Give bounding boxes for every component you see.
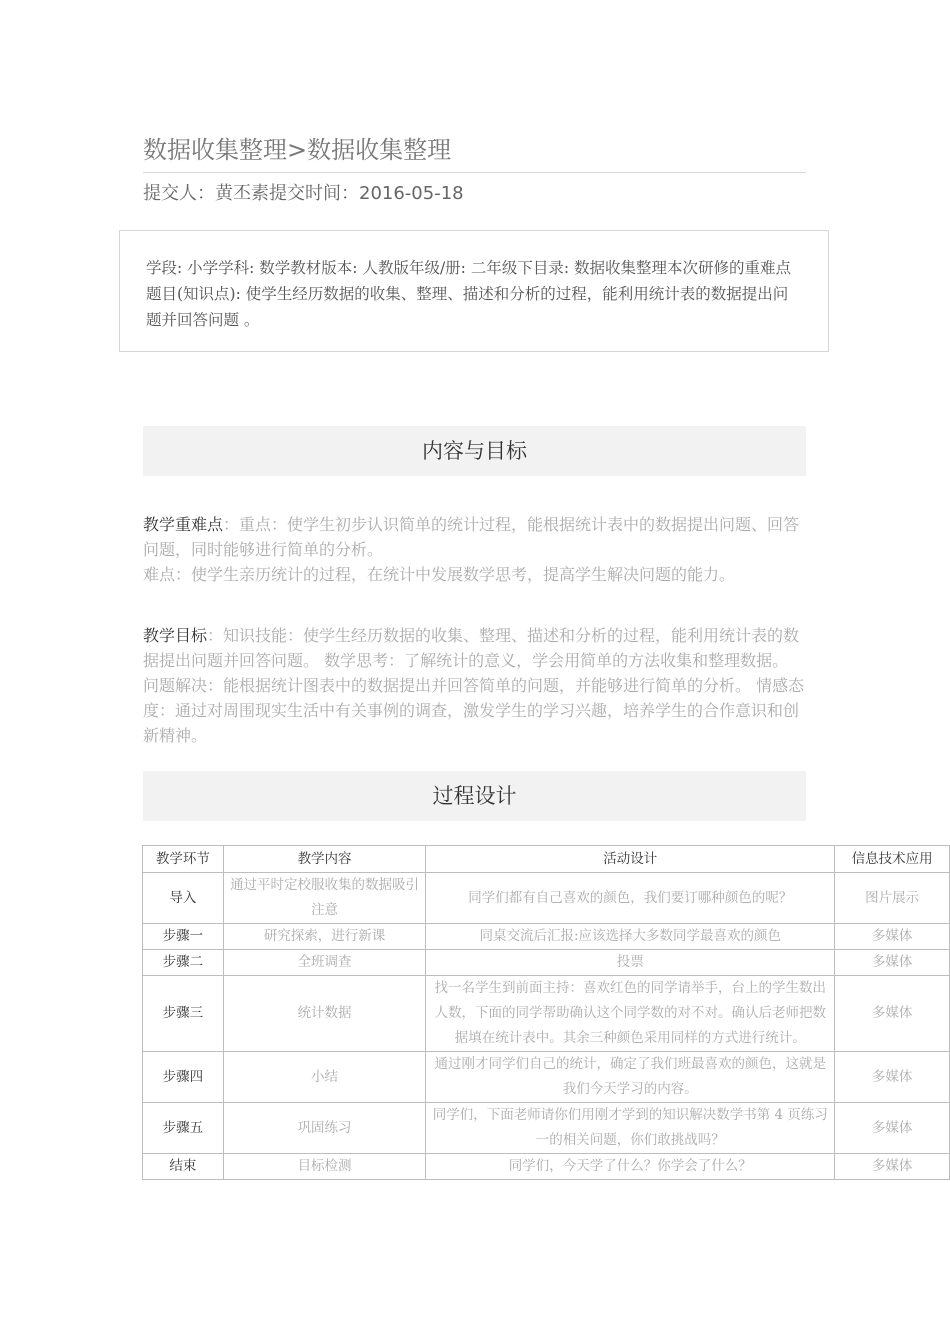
cell-tech: 图片展示 [835,873,950,924]
cell-stage: 导入 [143,873,224,924]
table-row [143,873,950,924]
cell-stage: 步骤三 [143,976,224,1052]
cell-activity: 找一名学生到前面主持：喜欢红色的同学请举手，台上的学生数出人数，下面的同学帮助确认这个同学数的对不对。确认后老师把数据填在统计表中。其余三种颜色采用同样的方式进行统计。 [426,976,835,1052]
table-row [143,924,950,950]
cell-activity: 同桌交流后汇报:应该选择大多数同学最喜欢的颜色 [426,924,835,950]
header-activity: 活动设计 [426,846,835,873]
cell-stage: 步骤五 [143,1103,224,1154]
key-points-sep: ： [223,515,240,534]
table-header-row [143,846,950,873]
key-points-line2: 难点：使学生亲历统计的过程，在统计中发展数学思考，提高学生解决问题的能力。 [143,565,736,584]
cell-stage: 步骤二 [143,950,224,976]
table-row [143,1052,950,1103]
cell-activity: 同学们，今天学了什么？你学会了什么？ [426,1154,835,1180]
goals-label: 教学目标 [143,626,208,645]
header-stage: 教学环节 [143,846,224,873]
cell-tech: 多媒体 [835,1103,950,1154]
cell-content: 全班调查 [223,950,426,976]
submission-meta: 提交人：黄丕素提交时间：2016-05-18 [143,183,464,204]
cell-tech: 多媒体 [835,950,950,976]
process-table [142,845,950,1180]
cell-tech: 多媒体 [835,1052,950,1103]
header-tech: 信息技术应用 [835,846,950,873]
cell-content: 目标检测 [223,1154,426,1180]
table-row [143,1103,950,1154]
cell-activity: 同学们，下面老师请你们用刚才学到的知识解决数学书第 4 页练习一的相关问题，你们敢挑战吗？ [426,1103,835,1154]
section-heading-content-goals: 内容与目标 [143,426,806,476]
course-info-box [119,230,829,352]
key-points-label: 教学重难点 [143,515,224,534]
cell-stage: 步骤一 [143,924,224,950]
key-points-text1: 重点：使学生初步认识简单的统计过程，能根据统计表中的数据提出问题、回答问题，同时能够进行简单的分析。 [143,515,800,559]
key-points-line1 [143,512,806,562]
goals-sep: ： [207,626,224,645]
cell-stage: 步骤四 [143,1052,224,1103]
cell-activity: 投票 [426,950,835,976]
key-points-paragraph [143,512,806,587]
cell-content: 小结 [223,1052,426,1103]
table-row [143,976,950,1052]
section-heading-process-design: 过程设计 [143,771,806,821]
cell-content: 通过平时定校服收集的数据吸引注意 [223,873,426,924]
page-title: 数据收集整理>数据收集整理 [143,132,806,173]
cell-content: 巩固练习 [223,1103,426,1154]
table-row [143,950,950,976]
cell-content: 统计数据 [223,976,426,1052]
cell-activity: 同学们都有自己喜欢的颜色，我们要订哪种颜色的呢？ [426,873,835,924]
header-content: 教学内容 [223,846,426,873]
goals-paragraph [143,623,806,748]
cell-tech: 多媒体 [835,976,950,1052]
course-info-text: 学段: 小学学科: 数学教材版本: 人教版年级/册: 二年级下目录: 数据收集整理本次研修的重难点题目(知识点): 使学生经历数据的收集、整理、描述和分析的过程，能利用统计表的数据提出问题并回答问题 。 [146,259,791,329]
cell-activity: 通过刚才同学们自己的统计，确定了我们班最喜欢的颜色，这就是我们今天学习的内容。 [426,1052,835,1103]
table-row [143,1154,950,1180]
cell-content: 研究探索，进行新课 [223,924,426,950]
cell-stage: 结束 [143,1154,224,1180]
cell-tech: 多媒体 [835,924,950,950]
cell-tech: 多媒体 [835,1154,950,1180]
goals-text: 知识技能：使学生经历数据的收集、整理、描述和分析的过程，能利用统计表的数据提出问题并回答问题。 数学思考：了解统计的意义，学会用简单的方法收集和整理数据。 问题解决：能根据统计图表中的数据提出并回答简单的问题，并能够进行简单的分析。 情感态度：通过对周围现实生活中有关事例的调查，激发学生的学习兴趣，培养学生的合作意识和创新精神。 [143,626,805,745]
